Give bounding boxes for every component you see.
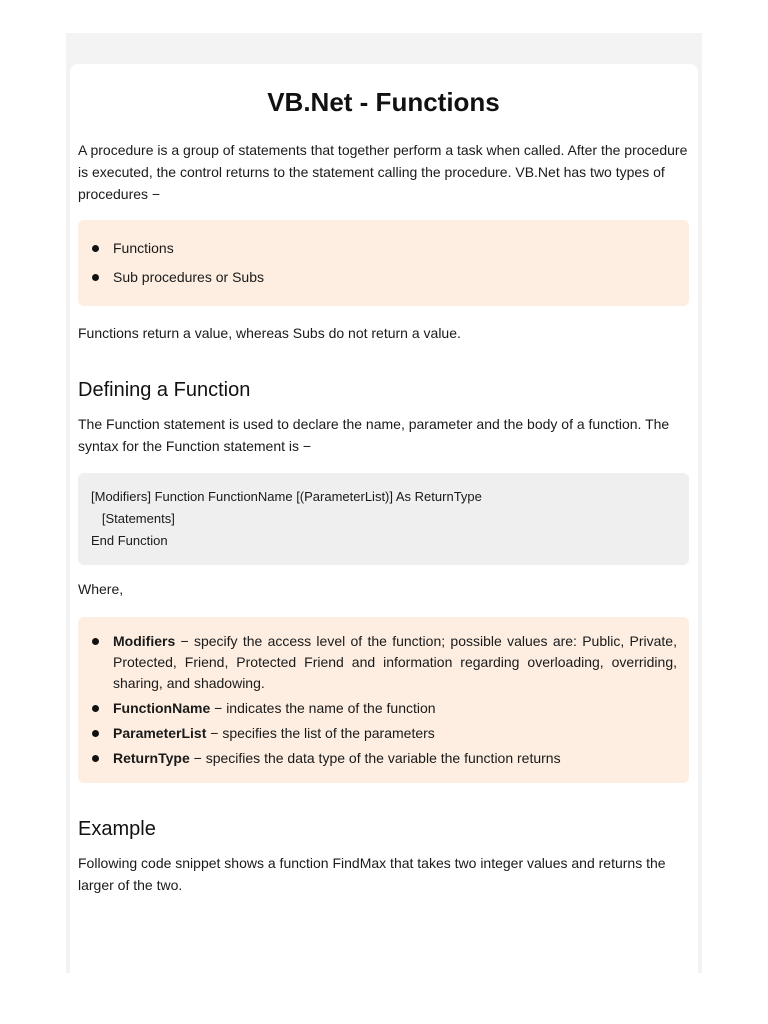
parameters-list: [78, 617, 689, 783]
where-label: Where,: [78, 581, 124, 597]
intro-paragraph: A procedure is a group of statements that together perform a task when called. After the procedure is executed, the control returns to the statement calling the procedure. VB.Net has two types of procedures −: [78, 142, 688, 202]
example-paragraph: Following code snippet shows a function FindMax that takes two integer values and returns the larger of the two.: [78, 855, 666, 893]
defining-paragraph: The Function statement is used to declare the name, parameter and the body of a function. The syntax for the Function statement is −: [78, 416, 670, 454]
param-desc: − specifies the data type of the variable the function returns: [189, 750, 561, 766]
param-term: ParameterList: [113, 725, 207, 741]
list-item: Sub procedures or Subs: [92, 267, 677, 288]
list-item: [92, 748, 677, 769]
section-heading-example: Example: [78, 818, 156, 840]
list-item: [92, 698, 677, 719]
page-title: VB.Net - Functions: [267, 87, 500, 117]
code-line: End Function: [91, 533, 168, 548]
param-term: ReturnType: [113, 750, 190, 766]
param-desc: − specifies the list of the parameters: [206, 725, 435, 741]
return-note: Functions return a value, whereas Subs do not return a value.: [78, 325, 461, 341]
syntax-code-block: [78, 473, 689, 565]
param-term: Modifiers: [113, 633, 176, 649]
param-term: FunctionName: [113, 700, 211, 716]
procedure-types-list: [78, 220, 689, 306]
list-item: [92, 631, 677, 694]
param-desc: − indicates the name of the function: [210, 700, 436, 716]
list-item: [92, 723, 677, 744]
code-line: [Statements]: [91, 511, 175, 526]
param-desc: − specify the access level of the function; possible values are: Public, Private, Protected, Friend, Protected Friend and information regarding overloading, overriding, sharing, and shadowing.: [113, 633, 677, 691]
article-content: [78, 64, 689, 896]
code-line: [Modifiers] Function FunctionName [(ParameterList)] As ReturnType: [91, 489, 482, 504]
list-item: Functions: [92, 238, 677, 259]
section-heading-defining: Defining a Function: [78, 379, 251, 401]
